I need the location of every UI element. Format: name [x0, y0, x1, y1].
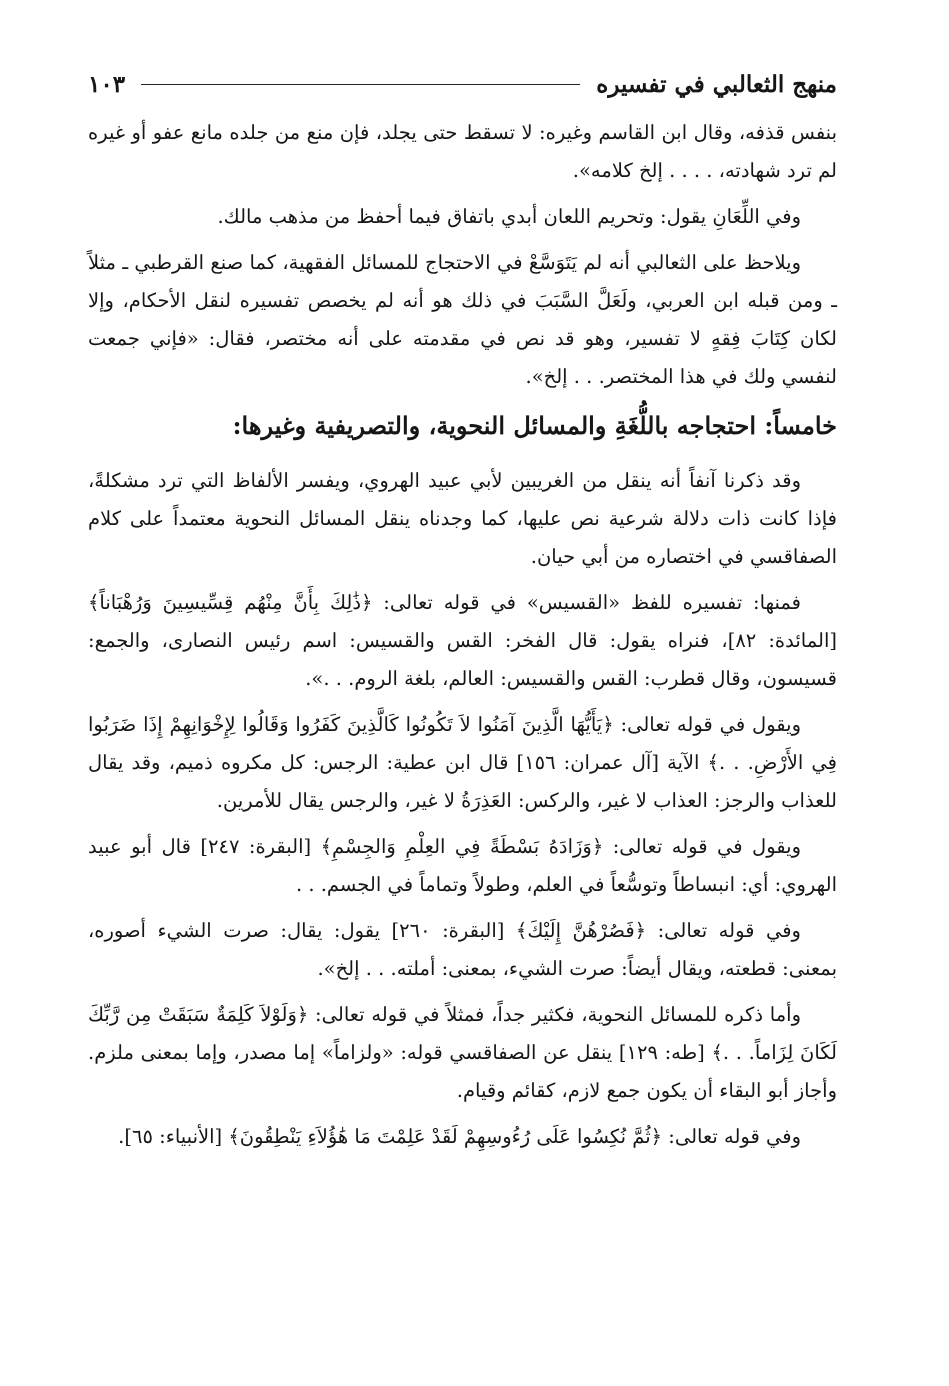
section-paragraph-2: فمنها: تفسيره للفظ «القسيس» في قوله تعالى: ﴿ذَٰلِكَ بِأَنَّ مِنْهُم قِسِّيسِينَ وَرُهْبَاناً﴾ [المائدة: ٨٢]، فنراه يقول: قال الفخر: القس والقسيس: اسم رئيس النصارى، والجمع: قسيسون، وقال قطرب: القس والقسيس: العالم، بلغة الروم. . .». [88, 591, 837, 690]
page-number: ١٠٣ [88, 70, 126, 98]
paragraph-2: وفي اللِّعَانِ يقول: وتحريم اللعان أبدي باتفاق فيما أحفظ من مذهب مالك. [217, 205, 801, 228]
section-paragraph-3: ويقول في قوله تعالى: ﴿يَأَيُّهَا الَّذِينَ آمَنُوا لاَ تَكُونُوا كَالَّذِينَ كَفَرُوا وَقَالُوا لِإِخْوَانِهِمْ إِذَا ضَرَبُوا فِي الأَرْضِ. . .﴾ الآية [آل عمران: ١٥٦] قال ابن عطية: الرجس: كل مكروه ذميم، وقد يقال للعذاب والرجز: العذاب لا غير، والركس: العَذِرَةُ لا غير، والرجس يقال للأمرين. [88, 713, 837, 812]
paragraph-1: بنفس قذفه، وقال ابن القاسم وغيره: لا تسقط حتى يجلد، فإن منع من جلده مانع عفو أو غيره لم ترد شهادته، . . . . إلخ كلامه». [88, 121, 837, 182]
body-text [88, 114, 837, 1156]
section-paragraph-4: ويقول في قوله تعالى: ﴿وَزَادَهُ بَسْطَةً فِي العِلْمِ وَالجِسْمِ﴾ [البقرة: ٢٤٧] قال أبو عبيد الهروي: أي: انبساطاً وتوسُّعاً في العلم، وطولاً وتماماً في الجسم. . . [88, 835, 837, 896]
header-rule [141, 84, 580, 85]
running-title: منهج الثعالبي في تفسيره [596, 70, 837, 98]
section-paragraph-6: وأما ذكره للمسائل النحوية، فكثير جداً، فمثلاً في قوله تعالى: ﴿وَلَوْلاَ كَلِمَةٌ سَبَقَتْ مِن رَّبِّكَ لَكَانَ لِزَاماً. . .﴾ [طه: ١٢٩] ينقل عن الصفاقسي قوله: «ولزاماً» إما مصدر، وإما بمعنى ملزم. وأجاز أبو البقاء أن يكون جمع لازم، كقائم وقيام. [88, 1003, 837, 1102]
paragraph-3: ويلاحظ على الثعالبي أنه لم يَتَوَسَّعْ في الاحتجاج للمسائل الفقهية، كما صنع القرطبي ـ مثلاً ـ ومن قبله ابن العربي، ولَعَلَّ السَّبَبَ في ذلك هو أنه لم يخصص تفسيره لنقل الأحكام، وإلا لكان كِتَابَ فِقهٍ لا تفسير، وهو قد نص في مقدمته على أنه مختصر، فقال: «فإني جمعت لنفسي ولك في هذا المختصر. . . إلخ». [88, 251, 837, 388]
section-paragraph-7: وفي قوله تعالى: ﴿ثُمَّ نُكِسُوا عَلَى رُءُوسِهِمْ لَقَدْ عَلِمْتَ مَا هَٰؤُلاَءِ يَنْطِقُونَ﴾ [الأنبياء: ٦٥]. [118, 1125, 801, 1148]
running-header [88, 66, 837, 102]
section-heading: خامساً: احتجاجه باللُّغَةِ والمسائل النحوية، والتصريفية وغيرها: [232, 411, 837, 440]
section-paragraph-5: وفي قوله تعالى: ﴿فَصُرْهُنَّ إِلَيْكَ﴾ [البقرة: ٢٦٠] يقول: يقال: صرت الشيء أصوره، بمعنى: قطعته، ويقال أيضاً: صرت الشيء، بمعنى: أملته. . . إلخ». [88, 919, 837, 980]
section-paragraph-1: وقد ذكرنا آنفاً أنه ينقل من الغريبين لأبي عبيد الهروي، ويفسر الألفاظ التي ترد مشكلةً، فإذا كانت ذات دلالة شرعية نص عليها، كما وجدناه ينقل المسائل النحوية معتمداً على كلام الصفاقسي في اختصاره من أبي حيان. [88, 469, 837, 568]
